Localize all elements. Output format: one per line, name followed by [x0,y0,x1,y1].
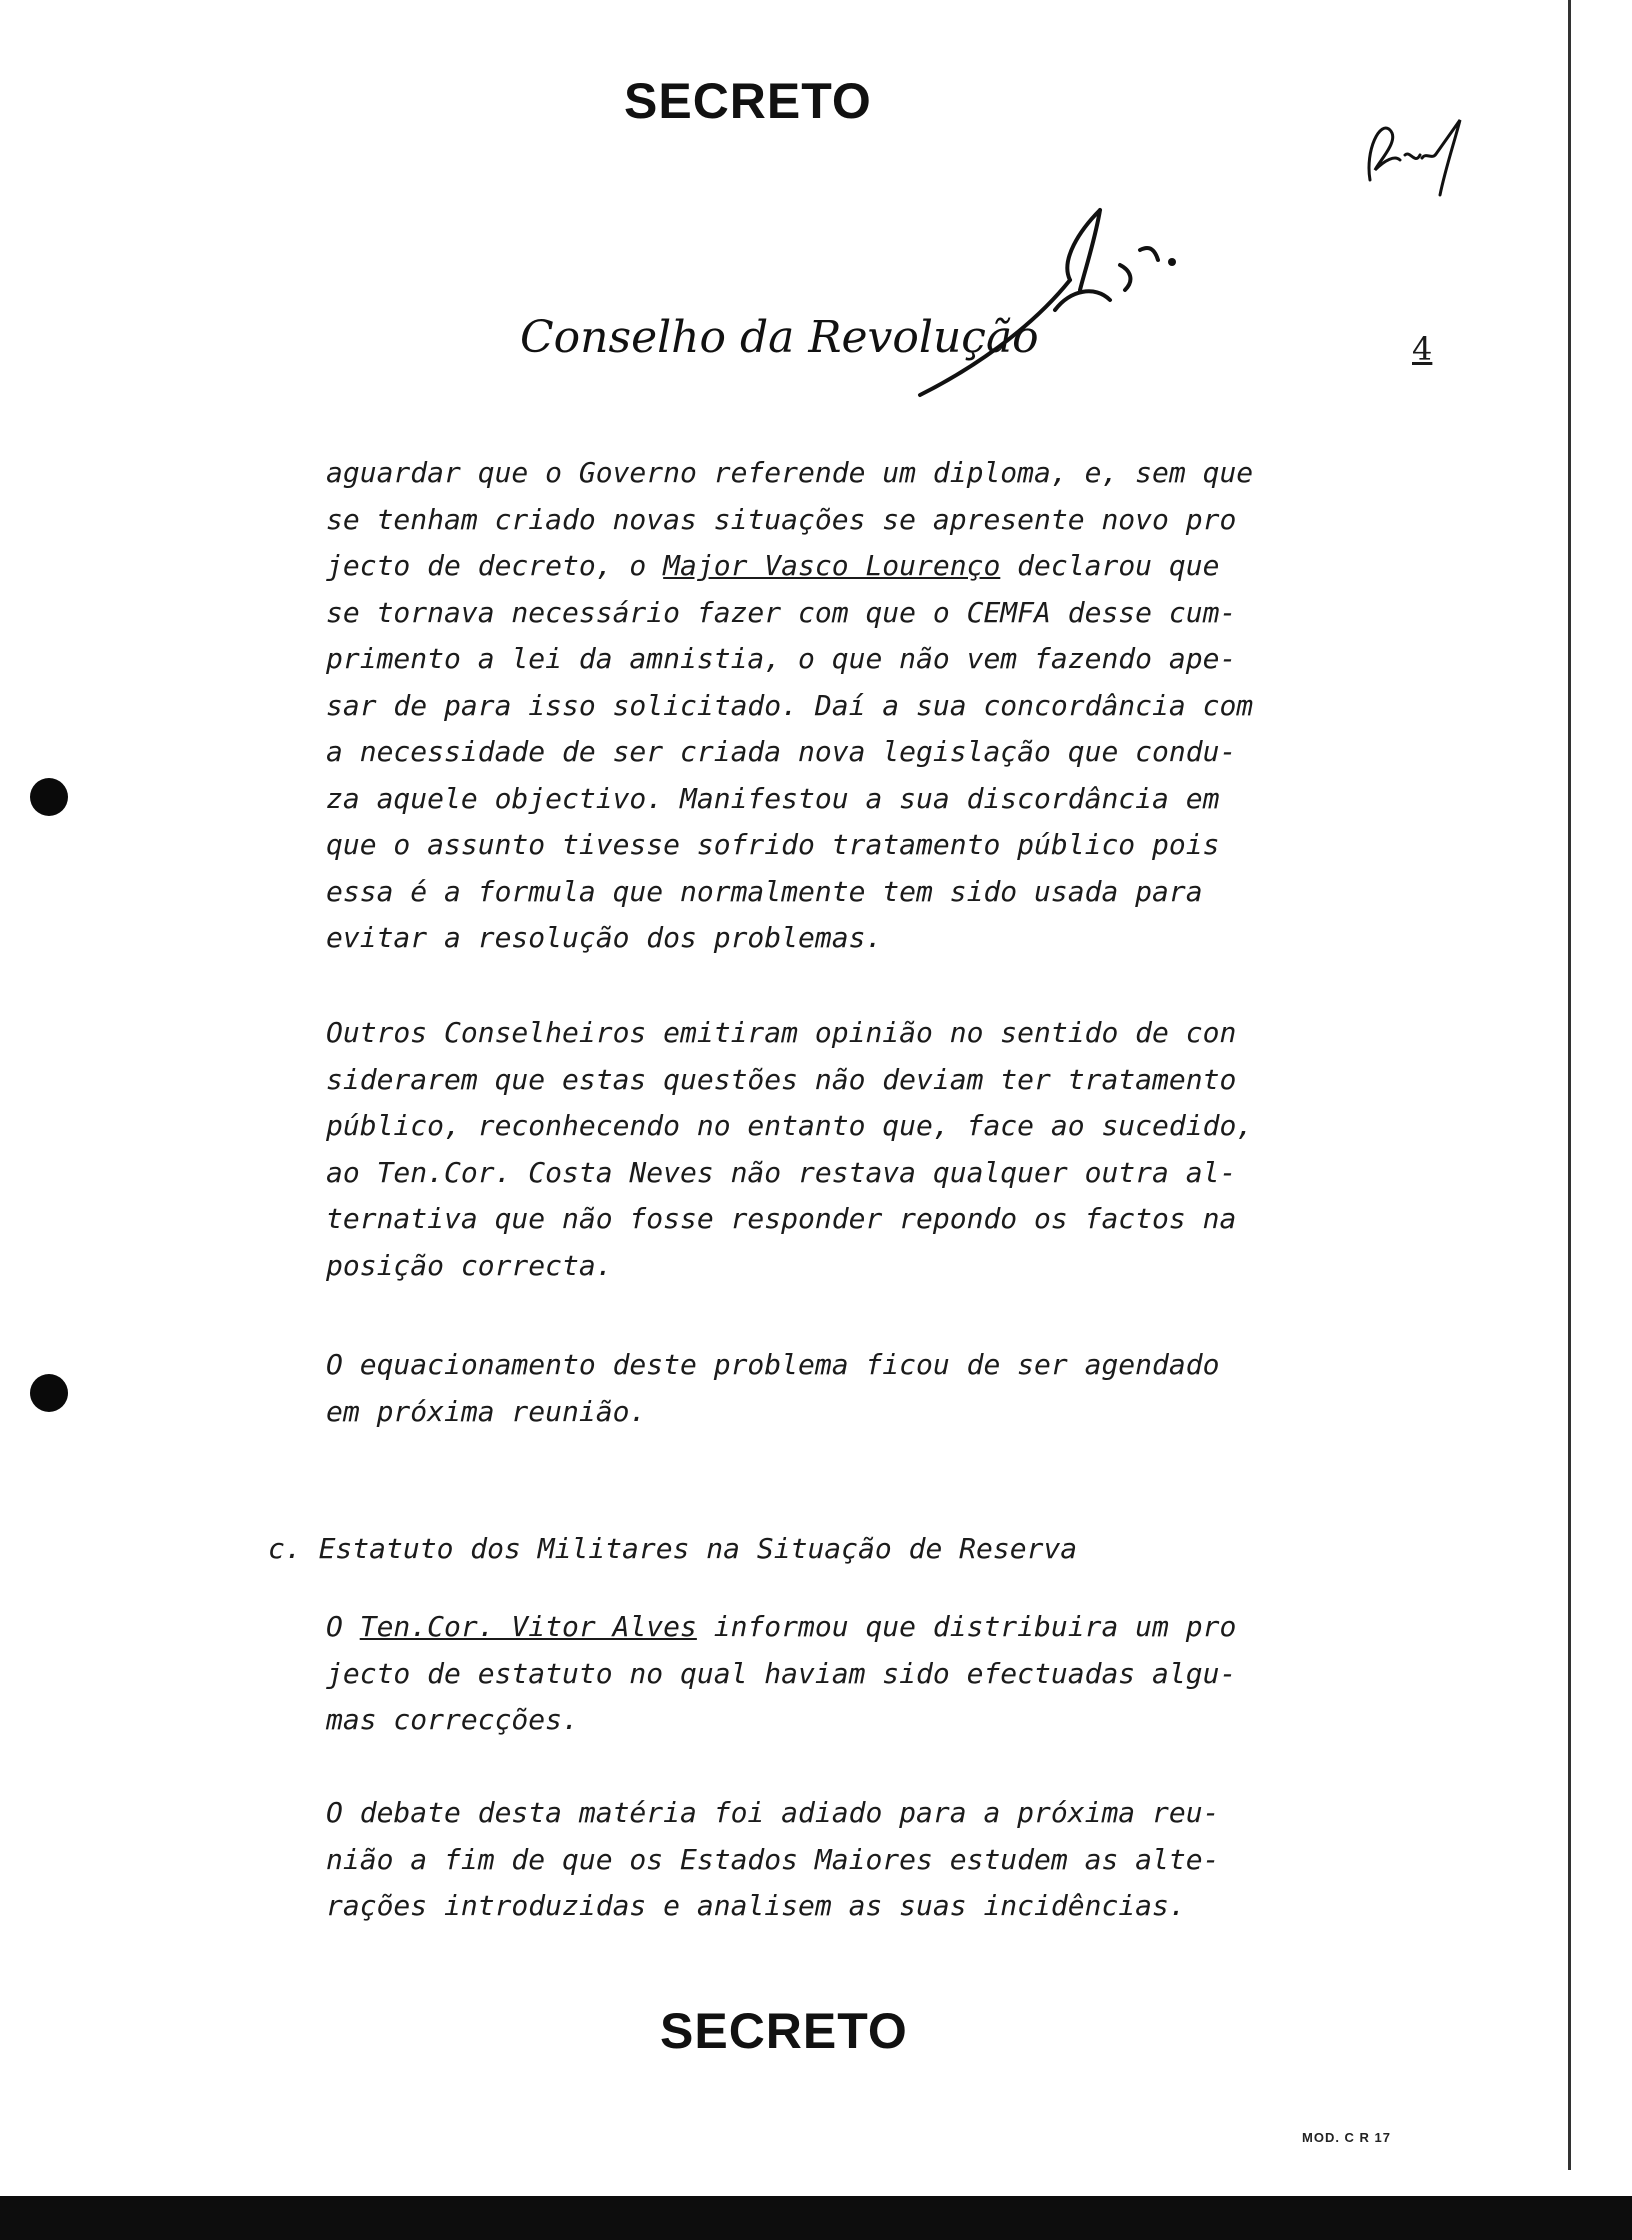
punch-hole [30,778,68,816]
form-code: MOD. C R 17 [1302,2130,1392,2145]
text-line: O Ten.Cor. Vitor Alves informou que distribuira um pro [326,1610,1237,1643]
text-line: siderarem que estas questões não deviam ter tratamento [326,1062,1237,1096]
punch-hole [30,1374,68,1412]
underlined-name: Ten.Cor. Vitor Alves [359,1610,697,1643]
signature-flourish [910,190,1190,410]
text-line: se tornava necessário fazer com que o CEMFA desse cum- [326,595,1237,629]
section-title: c. Estatuto dos Militares na Situação de Reserva [268,1532,1078,1565]
text-line: a necessidade de ser criada nova legislação que condu- [326,735,1237,768]
text-line: ao Ten.Cor. Costa Neves não restava qualquer outra al- [326,1155,1237,1189]
text-line: evitar a resolução dos problemas. [326,921,883,954]
text-line: que o assunto tivesse sofrido tratamento público pois [326,828,1220,861]
text-line: mas correcções. [326,1703,579,1736]
text-line: jecto de estatuto no qual haviam sido efectuadas algu- [326,1656,1237,1690]
text-line: za aquele objectivo. Manifestou a sua discordância em [326,781,1220,815]
text-line: O equacionamento deste problema ficou de ser agendado [326,1348,1220,1381]
handwritten-initials [1360,100,1470,200]
text-line: em próxima reunião. [326,1394,647,1428]
text-line: sar de para isso solicitado. Daí a sua concordância com [326,688,1254,722]
scan-bottom-edge [0,2196,1632,2240]
text-line: se tenham criado novas situações se apresente novo pro [326,502,1237,536]
paragraph-2 [326,1010,1366,1289]
paragraph-4 [326,1604,1366,1744]
classification-stamp-top: SECRETO [624,73,872,129]
text-line: essa é a formula que normalmente tem sido usada para [326,874,1203,908]
paragraph-5 [326,1790,1366,1930]
text-line: público, reconhecendo no entanto que, face ao sucedido, [326,1109,1254,1142]
section-heading-c [268,1526,1368,1573]
text-line: Outros Conselheiros emitiram opinião no sentido de con [326,1016,1237,1049]
text-line: ternativa que não fosse responder repondo os factos na [326,1202,1237,1235]
text-line: primento a lei da amnistia, o que não vem fazendo ape- [326,642,1237,675]
page-number: 4 [1412,330,1433,368]
classification-stamp-bottom: SECRETO [660,2003,908,2059]
letterhead-title: Conselho da Revolução [520,312,1039,363]
text-line: O debate desta matéria foi adiado para a próxima reu- [326,1796,1220,1829]
paragraph-3 [326,1342,1366,1435]
text-line: rações introduzidas e analisem as suas incidências. [326,1889,1186,1922]
scan-edge-line [1568,0,1571,2170]
text-line: posição correcta. [326,1248,613,1282]
paragraph-1 [326,450,1366,962]
text-line: nião a fim de que os Estados Maiores estudem as alte- [326,1842,1220,1876]
underlined-name: Major Vasco Lourenço [663,549,1001,582]
text-line: jecto de decreto, o Major Vasco Lourenço declarou que [326,549,1220,582]
text-line: aguardar que o Governo referende um diploma, e, sem que [326,456,1254,489]
